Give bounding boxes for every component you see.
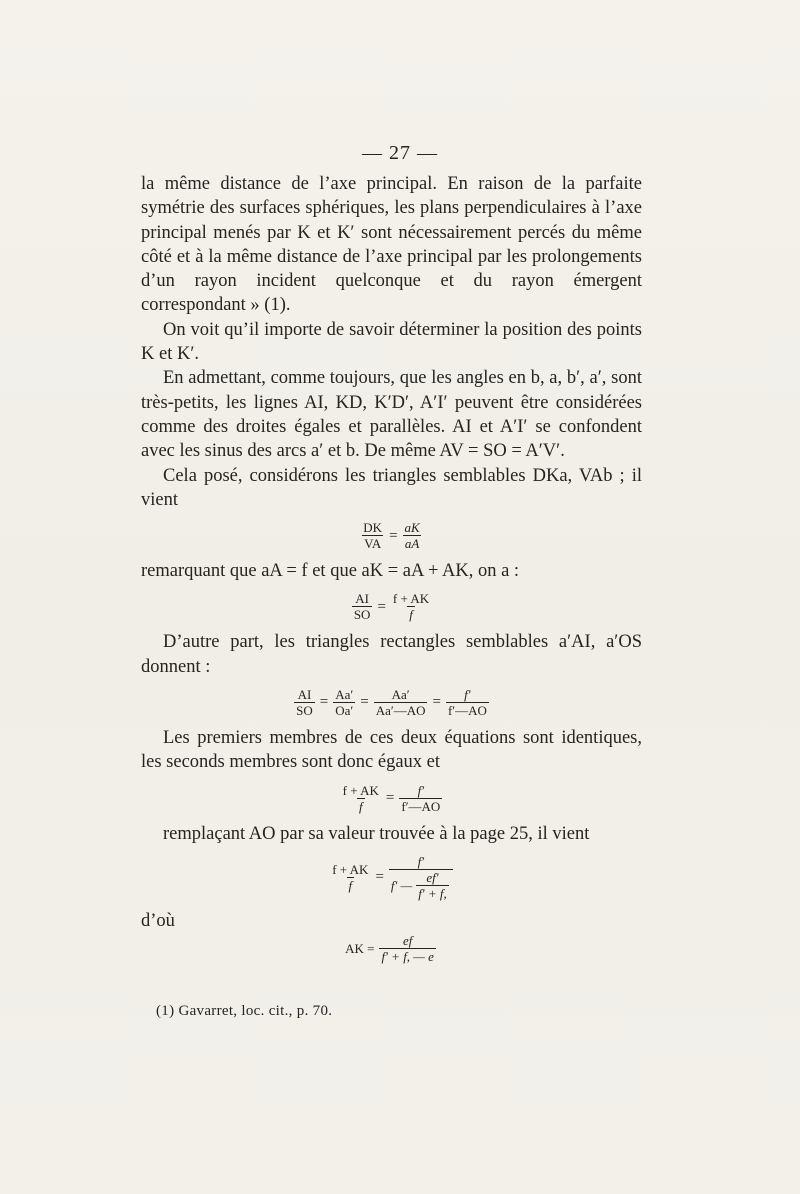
fraction (446, 687, 489, 718)
denominator: f′ + f, (418, 885, 447, 901)
denominator: f′—AO (447, 703, 487, 719)
fraction (374, 687, 428, 718)
equals-sign: = (319, 694, 329, 711)
denominator (389, 869, 453, 901)
numerator: AI (355, 591, 369, 607)
equation-1 (141, 520, 642, 551)
paragraph: On voit qu’il importe de savoir déterminer la position des points K et K′. (141, 319, 642, 365)
numerator: ef′ (426, 869, 439, 885)
denominator: f (348, 877, 353, 893)
denominator: f′—AO (401, 798, 441, 814)
paragraph: Les premiers membres de ces deux équations sont identiques, les seconds membres sont donc égaux et (141, 728, 642, 773)
paragraph: remarquant que aA = f et que aK = aA + AK, on a : (141, 561, 520, 582)
fraction (333, 687, 355, 718)
denominator: Oa′ (335, 703, 354, 719)
denominator: Aa′—AO (375, 703, 426, 719)
equation-lhs: AK = (345, 940, 375, 956)
equals-sign: = (385, 789, 395, 806)
denominator: SO (296, 703, 313, 719)
numerator: Aa′ (391, 687, 410, 703)
paragraph: D’autre part, les triangles rectangles semblables a′AI, a′OS donnent : (141, 632, 642, 677)
numerator: f′ (464, 687, 471, 703)
fraction (330, 862, 370, 893)
paragraph: remplaçant AO par sa valeur trouvée à la page 25, il vient (163, 823, 590, 844)
numerator: f + AK (332, 861, 369, 877)
denominator: f (409, 607, 413, 623)
nested-fraction (416, 870, 449, 901)
equals-sign: = (432, 694, 441, 711)
fraction (341, 783, 381, 814)
denominator: f (358, 798, 363, 814)
fraction (379, 933, 435, 964)
equals-sign: = (360, 694, 369, 711)
fraction (399, 783, 442, 814)
fraction (352, 591, 373, 622)
paragraph: Cela posé, considérons les triangles semblables DKa, VAb ; il vient (141, 465, 642, 510)
numerator: f′ (417, 782, 425, 798)
denominator: SO (353, 607, 371, 623)
numerator: Aa′ (335, 687, 354, 703)
fraction (361, 520, 384, 551)
equals-sign: = (377, 598, 386, 615)
numerator: f + AK (392, 591, 430, 607)
numerator: DK (363, 520, 383, 536)
fraction (403, 520, 422, 551)
paragraph: En admettant, comme toujours, que les angles en b, a, b′, a′, sont très-petits, les lignes AI, KD, K′D′, A′I′ peuvent être considérées comme des droites égales et parallèles. AI et A′I′ se confondent avec les sinus des arcs a′ et b. De même AV = SO = A′V′. (141, 368, 642, 462)
fraction (294, 687, 315, 718)
numerator: f′ (417, 853, 425, 869)
paragraph: la même distance de l’axe principal. En raison de la parfaite symétrie des surfaces sphériques, les plans perpendiculaires à l’axe principal menés par K et K′ sont nécessairement percés du même côté et à la même distance de l’axe principal par les prolongements d’un rayon incident quelconque et du rayon émergent correspondant » (1). (141, 174, 642, 316)
equation-6 (141, 933, 642, 964)
equation-4 (141, 783, 642, 814)
denominator: f′ + f, — e (381, 949, 434, 965)
denominator-term: f′ — (390, 877, 413, 893)
numerator: f + AK (342, 782, 379, 798)
numerator: AI (297, 687, 312, 703)
equals-sign: = (375, 869, 384, 886)
equation-3 (141, 687, 642, 718)
denominator: VA (364, 536, 382, 552)
body-text (141, 172, 642, 972)
page-number: — 27 — (362, 142, 438, 164)
fraction (391, 591, 431, 622)
equation-2 (141, 591, 642, 622)
numerator: aK (404, 520, 420, 536)
footnote: (1) Gavarret, loc. cit., p. 70. (156, 1003, 333, 1019)
numerator: ef (402, 933, 413, 949)
equation-5 (141, 854, 642, 901)
equals-sign: = (389, 527, 398, 544)
fraction (389, 854, 453, 901)
denominator: aA (404, 536, 420, 552)
paragraph: d’où (141, 910, 175, 931)
